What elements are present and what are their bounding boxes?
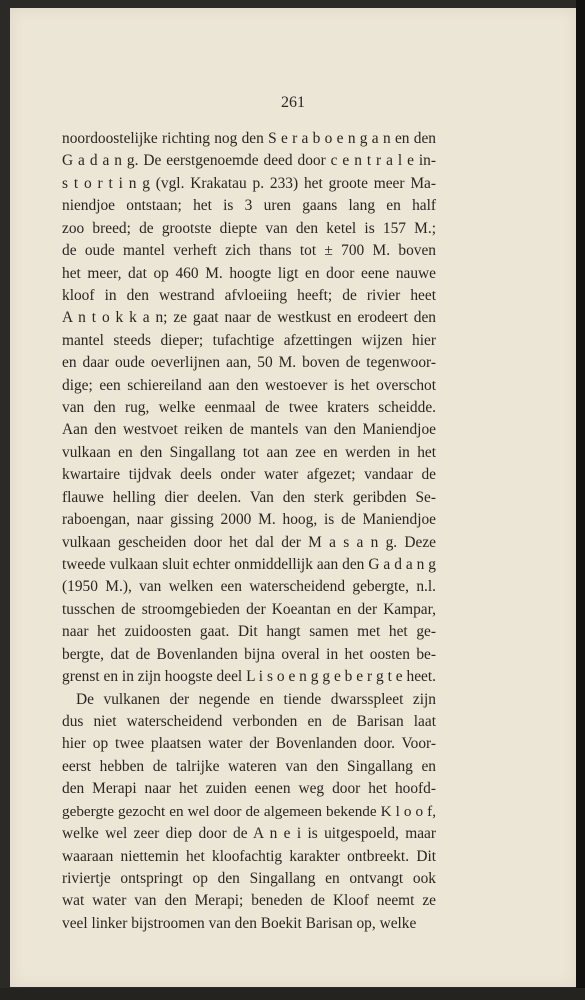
text-line: s t o r t i n g (vgl. Krakatau p. 233) het groote meer Ma- bbox=[62, 174, 436, 192]
text-line: vulkaan gescheiden door het dal der M a s a n g. Deze bbox=[62, 533, 436, 551]
text-line: Aan den westvoet reiken de mantels van den Maniendjoe bbox=[62, 421, 436, 439]
text-line: kwartaire tijdvak deels onder water afgezet; vandaar de bbox=[62, 466, 436, 484]
text-line: het meer, dat op 460 M. hoogte ligt en door eene nauwe bbox=[62, 264, 436, 282]
text-line: kloof in den westrand afvloeiing heeft; de rivier heet bbox=[62, 286, 436, 304]
book-page bbox=[10, 8, 576, 987]
text-line: riviertje ontspringt op den Singallang en ontvangt ook bbox=[62, 869, 436, 887]
text-line: dige; een schiereiland aan den westoever is het overschot bbox=[62, 376, 436, 394]
text-line: welke wel zeer diep door de A n e i is uitgespoeld, maar bbox=[62, 825, 436, 843]
text-line: hier op twee plaatsen water der Bovenlanden door. Voor- bbox=[62, 735, 436, 753]
text-line: niendjoe ontstaan; het is 3 uren gaans lang en half bbox=[62, 197, 436, 215]
text-line: G a d a n g. De eerstgenoemde deed door c e n t r a l e in- bbox=[62, 152, 436, 170]
text-line: A n t o k k a n; ze gaat naar de westkust en erodeert den bbox=[62, 309, 436, 327]
text-line: van den rug, welke eenmaal de twee kraters scheidde. bbox=[62, 399, 436, 417]
text-line: vulkaan en den Singallang tot aan zee en werden in het bbox=[62, 443, 436, 461]
text-line: waaraan niettemin het kloofachtig karakter ontbreekt. Dit bbox=[62, 847, 436, 865]
text-line: bergte, dat de Bovenlanden bijna overal in het oosten be- bbox=[62, 645, 436, 663]
body-text bbox=[62, 128, 436, 935]
text-line: de oude mantel verheft zich thans tot ± 700 M. boven bbox=[62, 242, 436, 260]
text-line: tusschen de stroomgebieden der Koeantan en der Kampar, bbox=[62, 600, 436, 618]
text-line: wat water van den Merapi; beneden de Kloof neemt ze bbox=[62, 892, 436, 910]
text-line: flauwe helling dier deelen. Van den sterk geribden Se- bbox=[62, 488, 436, 506]
text-line: veel linker bijstroomen van den Boekit Barisan op, welke bbox=[62, 914, 417, 932]
text-line: zoo breed; de grootste diepte van den ketel is 157 M.; bbox=[62, 219, 436, 237]
text-line: eerst hebben de talrijke wateren van den Singallang en bbox=[62, 757, 436, 775]
text-line: tweede vulkaan sluit echter onmiddellijk aan den G a d a n g bbox=[62, 556, 436, 574]
scan-background bbox=[0, 988, 585, 1000]
text-line: naar het zuidoosten gaat. Dit hangt samen met het ge- bbox=[62, 623, 436, 641]
text-line: dus niet waterscheidend verbonden en de Barisan laat bbox=[62, 712, 436, 730]
text-line: mantel steeds dieper; tufachtige afzettingen wijzen hier bbox=[62, 331, 436, 349]
text-line: grenst en in zijn hoogste deel L i s o e n g g e b e r g t e heet. bbox=[62, 668, 436, 686]
page-number: 261 bbox=[281, 94, 305, 111]
text-line: (1950 M.), van welken een waterscheidend gebergte, n.l. bbox=[62, 578, 436, 596]
text-line: raboengan, naar gissing 2000 M. hoog, is de Maniendjoe bbox=[62, 511, 436, 529]
text-line: gebergte gezocht en wel door de algemeen bekende K l o o f, bbox=[62, 802, 436, 820]
text-line: den Merapi naar het zuiden eenen weg door het hoofd- bbox=[62, 780, 436, 798]
text-line: noordoostelijke richting nog den S e r a b o e n g a n en den bbox=[62, 130, 436, 147]
book-edge bbox=[576, 0, 585, 1000]
text-line: De vulkanen der negende en tiende dwarsspleet zijn bbox=[76, 690, 436, 708]
text-line: en daar oude oeverlijnen aan, 50 M. boven de tegenwoor- bbox=[62, 354, 436, 372]
